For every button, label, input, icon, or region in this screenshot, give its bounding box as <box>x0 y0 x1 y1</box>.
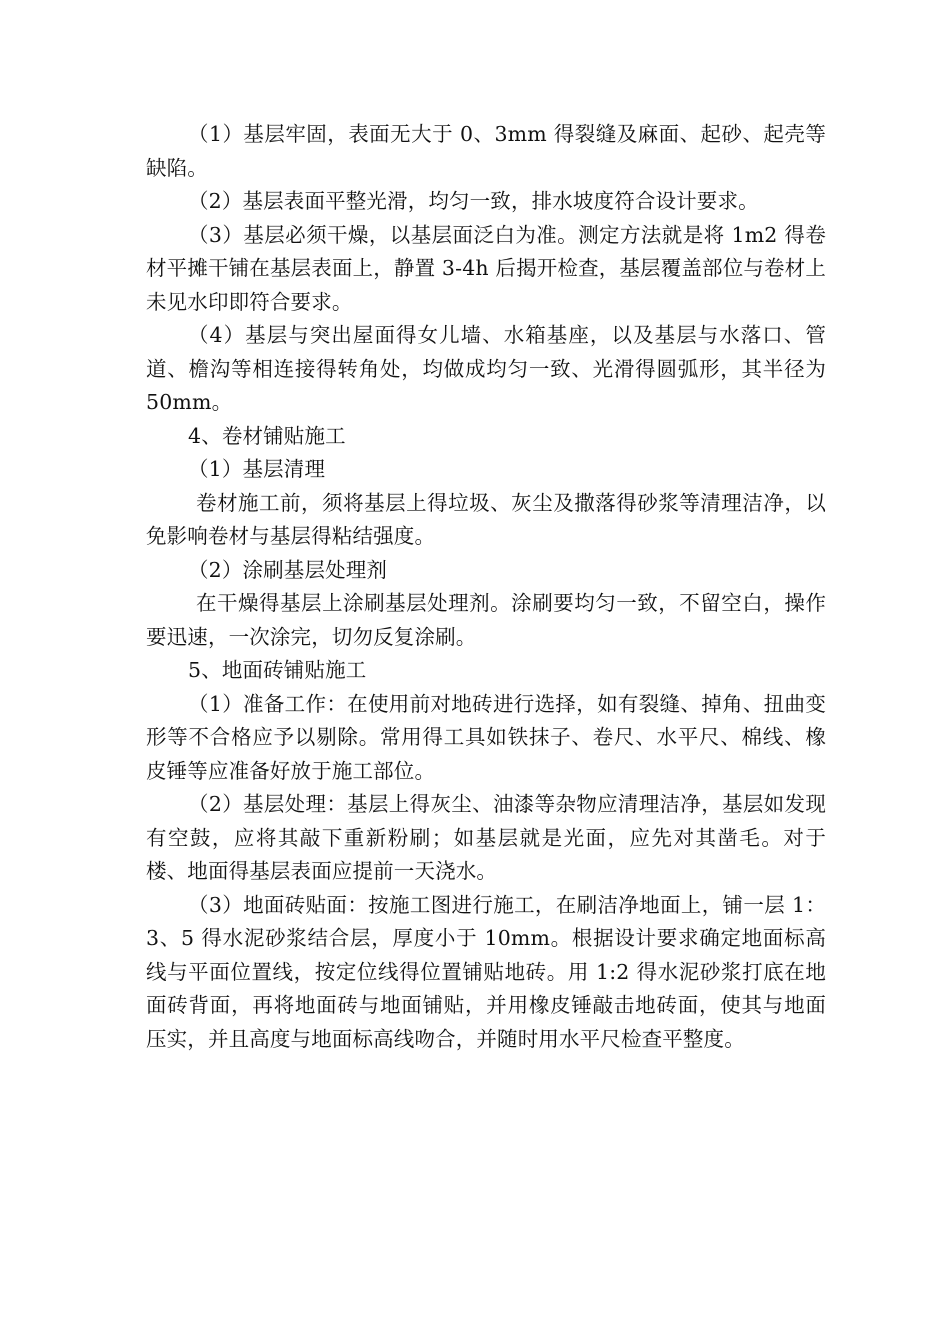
paragraph-tile-laying: （3）地面砖贴面：按施工图进行施工，在刷洁净地面上，铺一层 1：3、5 得水泥砂浆结合层，厚度小于 10mm。根据设计要求确定地面标高线与平面位置线，按定位线得位置铺贴地砖。用 1:2 得水泥砂浆打底在地面砖背面，再将地面砖与地面铺贴，并用橡皮锤敲击地砖面，使其与地面压实，并且高度与地面标高线吻合，并随时用水平尺检查平整度。 <box>146 892 826 1051</box>
section-heading-floor-tile: 5、地面砖铺贴施工 <box>188 658 367 682</box>
paragraph-base-dry: （3）基层必须干燥，以基层面泛白为准。测定方法就是将 1m2 得卷材平摊干铺在基层表面上，静置 3-4h 后揭开检查，基层覆盖部位与卷材上未见水印即符合要求。 <box>146 222 826 314</box>
paragraph-preparation: （1）准备工作：在使用前对地砖进行选择，如有裂缝、掉角、扭曲变形等不合格应予以剔除。常用得工具如铁抹子、卷尺、水平尺、棉线、橡皮锤等应准备好放于施工部位。 <box>146 691 826 783</box>
paragraph-cleaning-body: 卷材施工前，须将基层上得垃圾、灰尘及撒落得砂浆等清理洁净，以免影响卷材与基层得粘结强度。 <box>146 490 826 548</box>
paragraph-base-smooth: （2）基层表面平整光滑，均匀一致，排水坡度符合设计要求。 <box>188 189 759 213</box>
subheading-base-cleaning: （1）基层清理 <box>188 457 326 481</box>
paragraph-base-firm: （1）基层牢固，表面无大于 0、3mm 得裂缝及麻面、起砂、起壳等缺陷。 <box>146 122 826 180</box>
paragraph-base-corners: （4）基层与突出屋面得女儿墙、水箱基座，以及基层与水落口、管道、檐沟等相连接得转角处，均做成均匀一致、光滑得圆弧形，其半径为 50mm。 <box>146 323 826 414</box>
paragraph-base-treatment: （2）基层处理：基层上得灰尘、油漆等杂物应清理洁净，基层如发现有空鼓，应将其敲下重新粉刷；如基层就是光面，应先对其凿毛。对于楼、地面得基层表面应提前一天浇水。 <box>146 792 826 883</box>
document-body <box>146 118 826 1056</box>
subheading-primer: （2）涂刷基层处理剂 <box>188 557 388 582</box>
section-heading-membrane: 4、卷材铺贴施工 <box>188 423 346 448</box>
paragraph-primer-body: 在干燥得基层上涂刷基层处理剂。涂刷要均匀一致，不留空白，操作要迅速，一次涂完，切勿反复涂刷。 <box>146 591 826 649</box>
